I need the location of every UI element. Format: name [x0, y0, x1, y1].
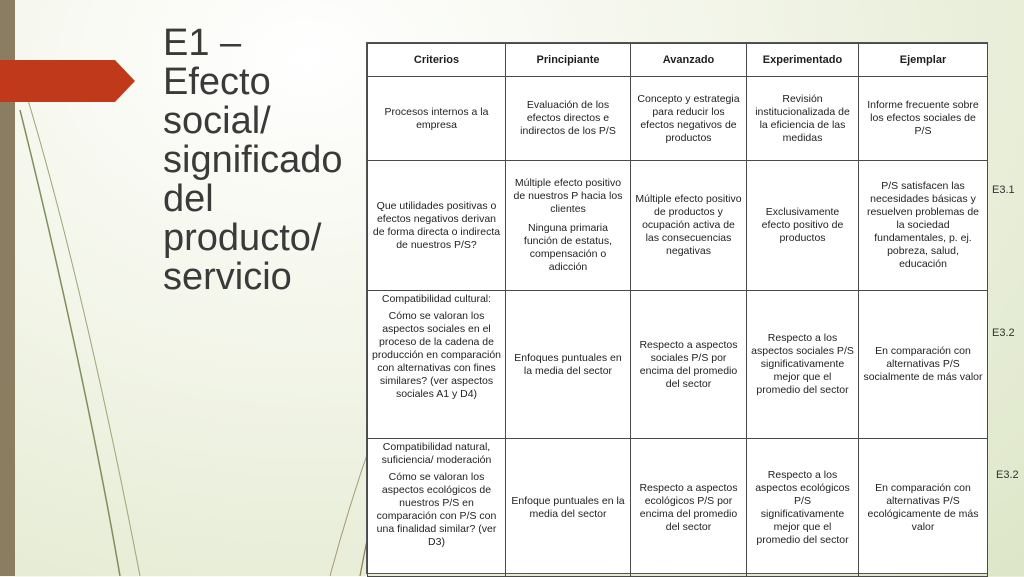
header-principiante: Principiante — [506, 44, 631, 77]
header-experimentado: Experimentado — [747, 44, 859, 77]
cell-ejemplar: En comparación con alternativas P/S ecológicamente de más valor — [859, 439, 988, 577]
criterio-description: Cómo se valoran los aspectos sociales en el proceso de la cadena de producción en comparación con alternativas con fines similares? (ver aspectos sociales A1 y D4) — [372, 310, 501, 400]
cell-criterio: Procesos internos a la empresa — [368, 77, 506, 161]
criterio-title: Compatibilidad natural, suficiencia/ moderación — [381, 441, 492, 466]
cell-criterio — [368, 439, 506, 577]
title-line: E1 – — [163, 22, 242, 64]
cell-principiante: Enfoque puntuales en la media del sector — [506, 439, 631, 577]
cell-ejemplar: Informe frecuente sobre los efectos sociales de P/S — [859, 77, 988, 161]
title-line: social/ — [163, 100, 271, 142]
table-row — [368, 161, 988, 291]
cell-avanzado: Concepto y estrategia para reducir los efectos negativos de productos — [631, 77, 747, 161]
criterio-description: Cómo se valoran los aspectos ecológicos de nuestros P/S en comparación con P/S con una finalidad similar? (ver D3) — [376, 471, 497, 548]
table-row — [368, 77, 988, 161]
cell-criterio — [368, 291, 506, 439]
header-ejemplar: Ejemplar — [859, 44, 988, 77]
side-tag-e32-second: E3.2 — [996, 469, 1019, 481]
cell-principiante: Evaluación de los efectos directos e indirectos de los P/S — [506, 77, 631, 161]
cell-ejemplar: P/S satisfacen las necesidades básicas y resuelven problemas de la sociedad fundamentales, p. ej. pobreza, salud, educación — [859, 161, 988, 291]
cell-avanzado: Respecto a aspectos ecológicos P/S por encima del promedio del sector — [631, 439, 747, 577]
header-criterios: Criterios — [368, 44, 506, 77]
title-line: significado — [163, 139, 343, 181]
table-row — [368, 439, 988, 577]
criteria-table-image — [366, 42, 988, 574]
cell-principiante: Enfoques puntuales en la media del sector — [506, 291, 631, 439]
cell-criterio: Que utilidades positivas o efectos negativos derivan de forma directa o indirecta de nuestros P/S? — [368, 161, 506, 291]
cell-experimentado: Respecto a los aspectos ecológicos P/S significativamente mejor que el promedio del sector — [747, 439, 859, 577]
title-line: servicio — [163, 256, 292, 298]
side-tag-e31: E3.1 — [992, 184, 1015, 196]
cell-principiante — [506, 161, 631, 291]
criterio-title: Compatibilidad cultural: — [381, 293, 492, 305]
cell-experimentado: Revisión institucionalizada de la eficiencia de las medidas — [747, 77, 859, 161]
slide-title — [163, 24, 358, 297]
criteria-table — [367, 43, 988, 577]
cell-avanzado: Respecto a aspectos sociales P/S por encima del promedio del sector — [631, 291, 747, 439]
title-line: Efecto — [163, 61, 271, 103]
red-arrow-shape — [0, 60, 135, 102]
cell-avanzado: Múltiple efecto positivo de productos y ocupación activa de las consecuencias negativas — [631, 161, 747, 291]
header-avanzado: Avanzado — [631, 44, 747, 77]
side-tag-e32: E3.2 — [992, 327, 1015, 339]
cell-experimentado: Respecto a los aspectos sociales P/S significativamente mejor que el promedio del sector — [747, 291, 859, 439]
cell-experimentado: Exclusivamente efecto positivo de productos — [747, 161, 859, 291]
title-line: producto/ — [163, 217, 322, 259]
title-line: del — [163, 178, 214, 220]
cell-text: Múltiple efecto positivo de nuestros P hacia los clientes — [513, 177, 623, 215]
table-row — [368, 291, 988, 439]
cell-text: Ninguna primaria función de estatus, compensación o adicción — [523, 222, 613, 273]
cell-ejemplar: En comparación con alternativas P/S socialmente de más valor — [859, 291, 988, 439]
table-header-row — [368, 44, 988, 77]
